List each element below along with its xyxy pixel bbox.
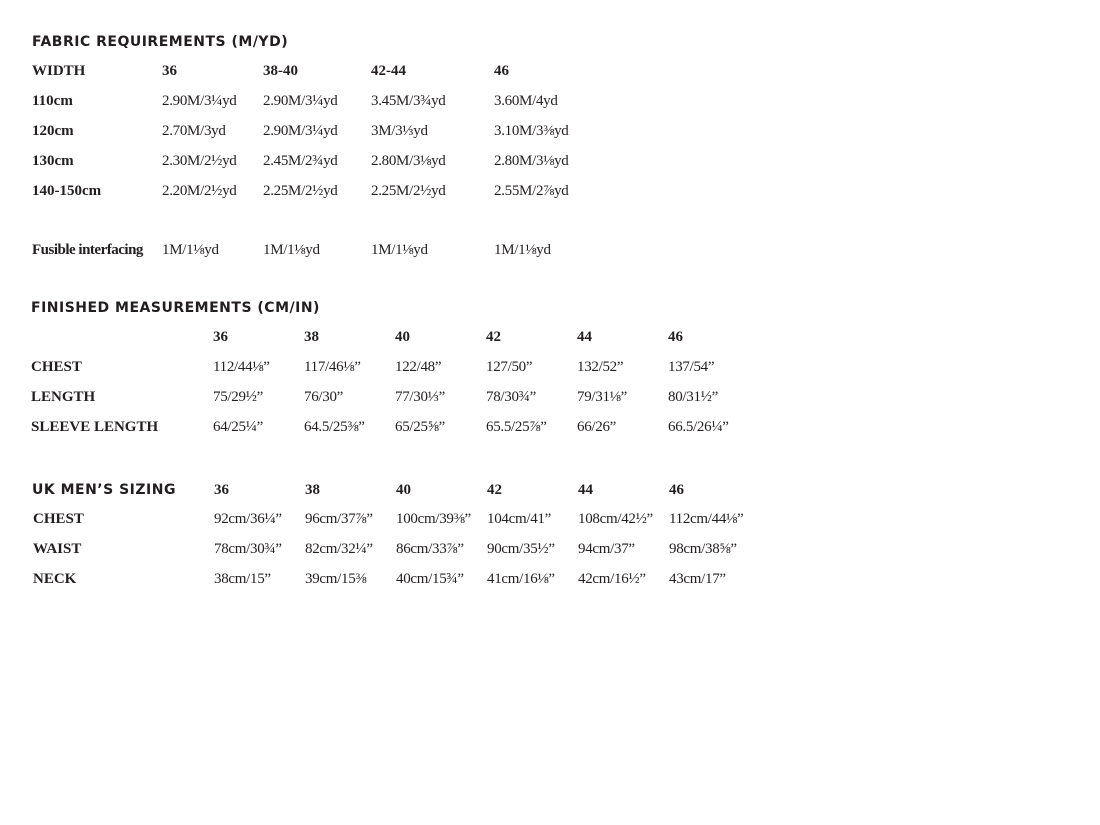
finished-cell: 122/48” <box>395 359 442 375</box>
fabric-header-width: WIDTH <box>32 63 86 79</box>
finished-row-label: CHEST <box>31 359 82 375</box>
fabric-cell: 2.80M/3⅛yd <box>371 153 446 169</box>
fabric-header-size: 42-44 <box>371 63 406 79</box>
finished-cell: 112/44⅛” <box>213 359 270 375</box>
fabric-requirements-title: FABRIC REQUIREMENTS (M/YD) <box>32 34 289 50</box>
fabric-cell: 3.60M/4yd <box>494 93 558 109</box>
finished-cell: 127/50” <box>486 359 533 375</box>
fabric-row-label: 110cm <box>32 93 73 109</box>
fabric-header-size: 36 <box>162 63 177 79</box>
uk-size-header: 38 <box>305 482 320 498</box>
fabric-interfacing-cell: 1M/1⅛yd <box>371 242 428 258</box>
uk-cell: 40cm/15¾” <box>396 571 464 587</box>
finished-size-header: 36 <box>213 329 228 345</box>
finished-cell: 78/30¾” <box>486 389 536 405</box>
fabric-cell: 2.80M/3⅛yd <box>494 153 569 169</box>
finished-size-header: 38 <box>304 329 319 345</box>
finished-cell: 80/31½” <box>668 389 718 405</box>
uk-cell: 92cm/36¼” <box>214 511 282 527</box>
fabric-interfacing-label: Fusible interfacing <box>32 242 143 258</box>
fabric-cell: 2.55M/2⅞yd <box>494 183 569 199</box>
finished-cell: 66/26” <box>577 419 617 435</box>
uk-cell: 41cm/16⅛” <box>487 571 555 587</box>
fabric-interfacing-cell: 1M/1⅛yd <box>263 242 320 258</box>
fabric-cell: 3.10M/3⅜yd <box>494 123 569 139</box>
uk-cell: 90cm/35½” <box>487 541 555 557</box>
fabric-interfacing-cell: 1M/1⅛yd <box>162 242 219 258</box>
uk-cell: 38cm/15” <box>214 571 271 587</box>
fabric-cell: 2.25M/2½yd <box>371 183 446 199</box>
fabric-cell: 2.90M/3¼yd <box>263 93 338 109</box>
uk-size-header: 36 <box>214 482 229 498</box>
finished-cell: 75/29½” <box>213 389 263 405</box>
uk-size-header: 46 <box>669 482 684 498</box>
finished-cell: 117/46⅛” <box>304 359 361 375</box>
finished-cell: 137/54” <box>668 359 715 375</box>
fabric-cell: 2.90M/3¼yd <box>162 93 237 109</box>
fabric-cell: 2.25M/2½yd <box>263 183 338 199</box>
uk-row-label: WAIST <box>33 541 82 557</box>
uk-row-label: NECK <box>33 571 77 587</box>
finished-cell: 65.5/25⅞” <box>486 419 547 435</box>
finished-size-header: 46 <box>668 329 683 345</box>
finished-row-label: LENGTH <box>31 389 96 405</box>
fabric-cell: 2.30M/2½yd <box>162 153 237 169</box>
finished-cell: 76/30” <box>304 389 344 405</box>
fabric-cell: 2.70M/3yd <box>162 123 226 139</box>
uk-cell: 108cm/42½” <box>578 511 653 527</box>
uk-cell: 112cm/44⅛” <box>669 511 744 527</box>
uk-cell: 104cm/41” <box>487 511 551 527</box>
uk-cell: 43cm/17” <box>669 571 726 587</box>
fabric-row-label: 140-150cm <box>32 183 102 199</box>
uk-sizing-title: UK MEN’S SIZING <box>32 482 176 498</box>
finished-cell: 77/30⅓” <box>395 389 445 405</box>
uk-cell: 82cm/32¼” <box>305 541 373 557</box>
uk-cell: 39cm/15⅜ <box>305 571 367 587</box>
finished-row-label: SLEEVE LENGTH <box>31 419 159 435</box>
fabric-interfacing-cell: 1M/1⅛yd <box>494 242 551 258</box>
uk-cell: 86cm/33⅞” <box>396 541 464 557</box>
finished-cell: 66.5/26¼” <box>668 419 729 435</box>
finished-cell: 64/25¼” <box>213 419 263 435</box>
finished-cell: 132/52” <box>577 359 624 375</box>
uk-cell: 100cm/39⅜” <box>396 511 471 527</box>
finished-size-header: 44 <box>577 329 592 345</box>
fabric-row-label: 120cm <box>32 123 74 139</box>
uk-size-header: 40 <box>396 482 411 498</box>
finished-cell: 79/31⅛” <box>577 389 627 405</box>
fabric-cell: 2.90M/3¼yd <box>263 123 338 139</box>
fabric-cell: 2.20M/2½yd <box>162 183 237 199</box>
uk-cell: 96cm/37⅞” <box>305 511 373 527</box>
finished-cell: 64.5/25⅜” <box>304 419 365 435</box>
uk-row-label: CHEST <box>33 511 84 527</box>
uk-cell: 98cm/38⅝” <box>669 541 737 557</box>
finished-cell: 65/25⅝” <box>395 419 445 435</box>
fabric-header-size: 46 <box>494 63 509 79</box>
finished-size-header: 42 <box>486 329 501 345</box>
fabric-row-label: 130cm <box>32 153 74 169</box>
uk-cell: 78cm/30¾” <box>214 541 282 557</box>
uk-cell: 42cm/16½” <box>578 571 646 587</box>
uk-size-header: 42 <box>487 482 502 498</box>
fabric-cell: 3.45M/3¾yd <box>371 93 446 109</box>
finished-size-header: 40 <box>395 329 410 345</box>
finished-measurements-title: FINISHED MEASUREMENTS (CM/IN) <box>31 300 320 316</box>
uk-cell: 94cm/37” <box>578 541 635 557</box>
uk-size-header: 44 <box>578 482 593 498</box>
fabric-header-size: 38-40 <box>263 63 298 79</box>
fabric-cell: 3M/3⅓yd <box>371 123 428 139</box>
fabric-cell: 2.45M/2¾yd <box>263 153 338 169</box>
